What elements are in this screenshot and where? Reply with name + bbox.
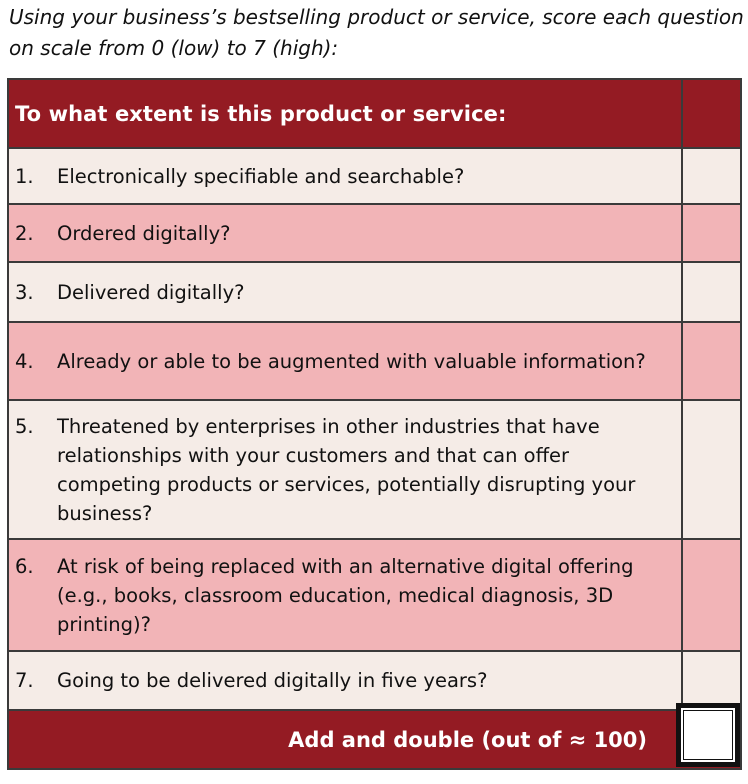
question-number: 3. xyxy=(15,280,34,304)
question-cell xyxy=(9,149,683,203)
total-label-cell xyxy=(9,711,683,768)
score-input-cell-3[interactable] xyxy=(683,263,740,321)
score-input-cell-1[interactable] xyxy=(683,149,740,203)
question-text: Going to be delivered digitally in five years? xyxy=(57,669,488,692)
question-number: 4. xyxy=(15,349,34,373)
question-text: Threatened by enterprises in other industries that have relationships with your customers and that can offer competing products or services, potentially disrupting your business? xyxy=(57,414,636,525)
question-row-2 xyxy=(9,205,740,263)
question-cell xyxy=(9,323,683,399)
question-number: 7. xyxy=(15,669,34,692)
question-cell xyxy=(9,205,683,261)
question-number: 2. xyxy=(15,221,34,245)
question-text: Ordered digitally? xyxy=(57,221,231,245)
total-row xyxy=(9,711,740,768)
question-row-7 xyxy=(9,652,740,711)
question-row-3 xyxy=(9,263,740,323)
question-number: 1. xyxy=(15,164,34,188)
table-header-row xyxy=(9,80,740,149)
question-text: Already or able to be augmented with valuable information? xyxy=(57,349,646,373)
question-number: 6. xyxy=(15,554,34,578)
question-number: 5. xyxy=(15,414,34,438)
question-text: At risk of being replaced with an alternative digital offering (e.g., books, classroom education, medical diagnosis, 3D printing)? xyxy=(57,554,634,636)
question-cell xyxy=(9,540,683,650)
total-label: Add and double (out of ≈ 100) xyxy=(288,727,647,752)
question-cell xyxy=(9,401,683,538)
table-header-title: To what extent is this product or service: xyxy=(15,101,507,126)
question-cell xyxy=(9,263,683,321)
question-text: Electronically specifiable and searchable? xyxy=(57,164,465,188)
scoring-table xyxy=(7,78,742,770)
score-input-cell-6[interactable] xyxy=(683,540,740,650)
question-row-5 xyxy=(9,401,740,540)
question-row-1 xyxy=(9,149,740,205)
instructions-text: Using your business’s bestselling product or service, score each question on scale from 0 (low) to 7 (high): xyxy=(9,5,744,60)
question-text: Delivered digitally? xyxy=(57,280,245,304)
header-question-cell xyxy=(9,80,683,147)
total-score-box[interactable] xyxy=(676,703,740,767)
score-input-cell-7[interactable] xyxy=(683,652,740,709)
header-score-cell xyxy=(683,80,740,147)
score-input-cell-5[interactable] xyxy=(683,401,740,538)
question-cell xyxy=(9,652,683,709)
question-row-6 xyxy=(9,540,740,652)
score-input-cell-4[interactable] xyxy=(683,323,740,399)
total-score-box-inner xyxy=(683,710,733,760)
question-row-4 xyxy=(9,323,740,401)
score-input-cell-2[interactable] xyxy=(683,205,740,261)
